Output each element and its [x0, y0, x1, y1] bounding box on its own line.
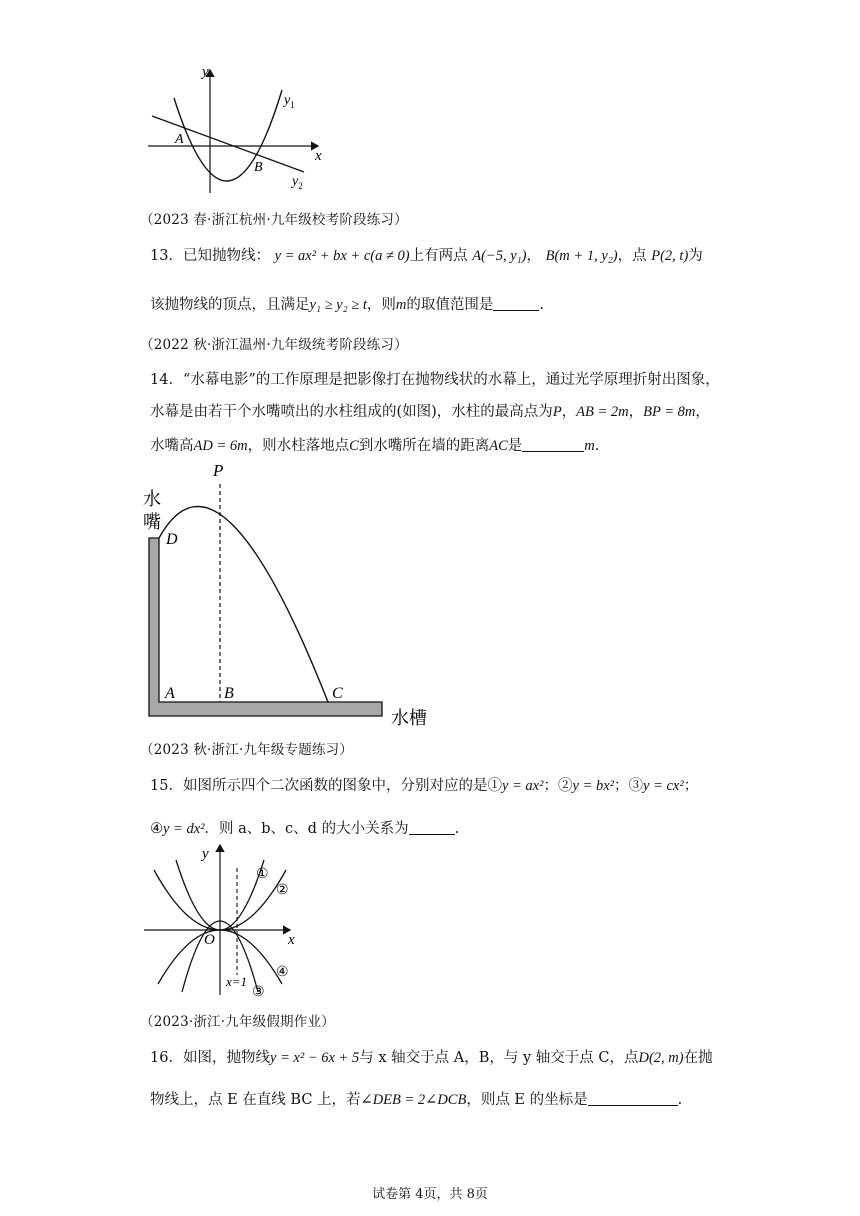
- answer-blank-15[interactable]: [409, 820, 455, 835]
- axis-label-x: x: [315, 148, 322, 164]
- question-16-line-2: 物线上，点 E 在直线 BC 上，若∠DEB = 2∠DCB，则点 E 的坐标是 .: [150, 1092, 683, 1108]
- curve-label-3: ③: [252, 985, 265, 1000]
- label-y1: $y_1$: [284, 93, 295, 110]
- question-13-line-1: 13．已知抛物线： y = ax² + bx + c(a ≠ 0)上有两点 A(−5, y₁)， B(m + 1, y₂)，点 P(2, t)为: [150, 248, 703, 264]
- source-q14: （2023 秋·浙江·九年级专题练习）: [140, 742, 354, 758]
- parabola-y1: [174, 90, 282, 181]
- figure-q14: [140, 458, 450, 733]
- label-d: D: [166, 531, 178, 548]
- label-x-eq-1: x=1: [226, 974, 248, 989]
- question-14-line-2: 水幕是由若干个水嘴喷出的水柱组成的(如图)，水柱的最高点为P，AB = 2m，BP = 8m，: [150, 404, 710, 420]
- axis-label-x: x: [288, 932, 295, 948]
- answer-blank-13[interactable]: [493, 296, 539, 311]
- question-16-line-1: 16．如图，抛物线y = x² − 6x + 5与 x 轴交于点 A，B，与 y 轴交于点 C，点D(2, m)在抛: [150, 1050, 713, 1066]
- question-14-line-1: 14．“水幕电影”的工作原理是把影像打在抛物线状的水幕上，通过光学原理折射出图象，: [150, 372, 720, 388]
- label-a: A: [165, 685, 175, 702]
- figure-q15: [140, 840, 310, 1000]
- axis-label-y: y: [202, 846, 209, 862]
- source-q12: （2023 春·浙江杭州·九年级校考阶段练习）: [140, 212, 408, 228]
- source-q15: （2023·浙江·九年级假期作业）: [140, 1014, 335, 1030]
- answer-blank-14[interactable]: [522, 437, 584, 452]
- point-label-b: B: [254, 160, 263, 175]
- label-p: P: [213, 461, 224, 480]
- question-15-line-1: 15．如图所示四个二次函数的图象中，分别对应的是①y = ax²；②y = bx²；③y = cx²；: [150, 778, 699, 794]
- curve-label-2: ②: [276, 883, 289, 898]
- source-q13: （2022 秋·浙江温州·九年级统考阶段练习）: [140, 337, 408, 353]
- label-y2: $y_2$: [292, 174, 303, 191]
- question-14-line-3: 水嘴高AD = 6m，则水柱落地点C到水嘴所在墙的距离AC是 m.: [150, 438, 600, 454]
- label-nozzle-1: 水: [143, 489, 161, 509]
- figure-q12: [140, 60, 340, 200]
- answer-blank-16[interactable]: [588, 1091, 678, 1106]
- point-label-a: A: [175, 132, 184, 147]
- question-15-line-2: ④y = dx²．则 a、b、c、d 的大小关系为 .: [150, 821, 460, 837]
- label-b: B: [224, 685, 234, 702]
- question-13-line-2: 该抛物线的顶点，且满足y₁ ≥ y₂ ≥ t，则m的取值范围是 .: [150, 297, 544, 313]
- page-footer: 试卷第 4页，共 8页: [372, 1187, 488, 1202]
- wall-and-trough: [149, 538, 382, 716]
- curve-label-4: ④: [276, 965, 289, 980]
- curve-label-1: ①: [256, 867, 269, 882]
- water-parabola: [159, 506, 328, 702]
- origin-label: O: [204, 932, 215, 948]
- label-trough: 水槽: [391, 708, 427, 728]
- label-nozzle-2: 嘴: [143, 512, 161, 532]
- axis-label-y: y: [202, 64, 209, 80]
- label-c: C: [332, 685, 343, 702]
